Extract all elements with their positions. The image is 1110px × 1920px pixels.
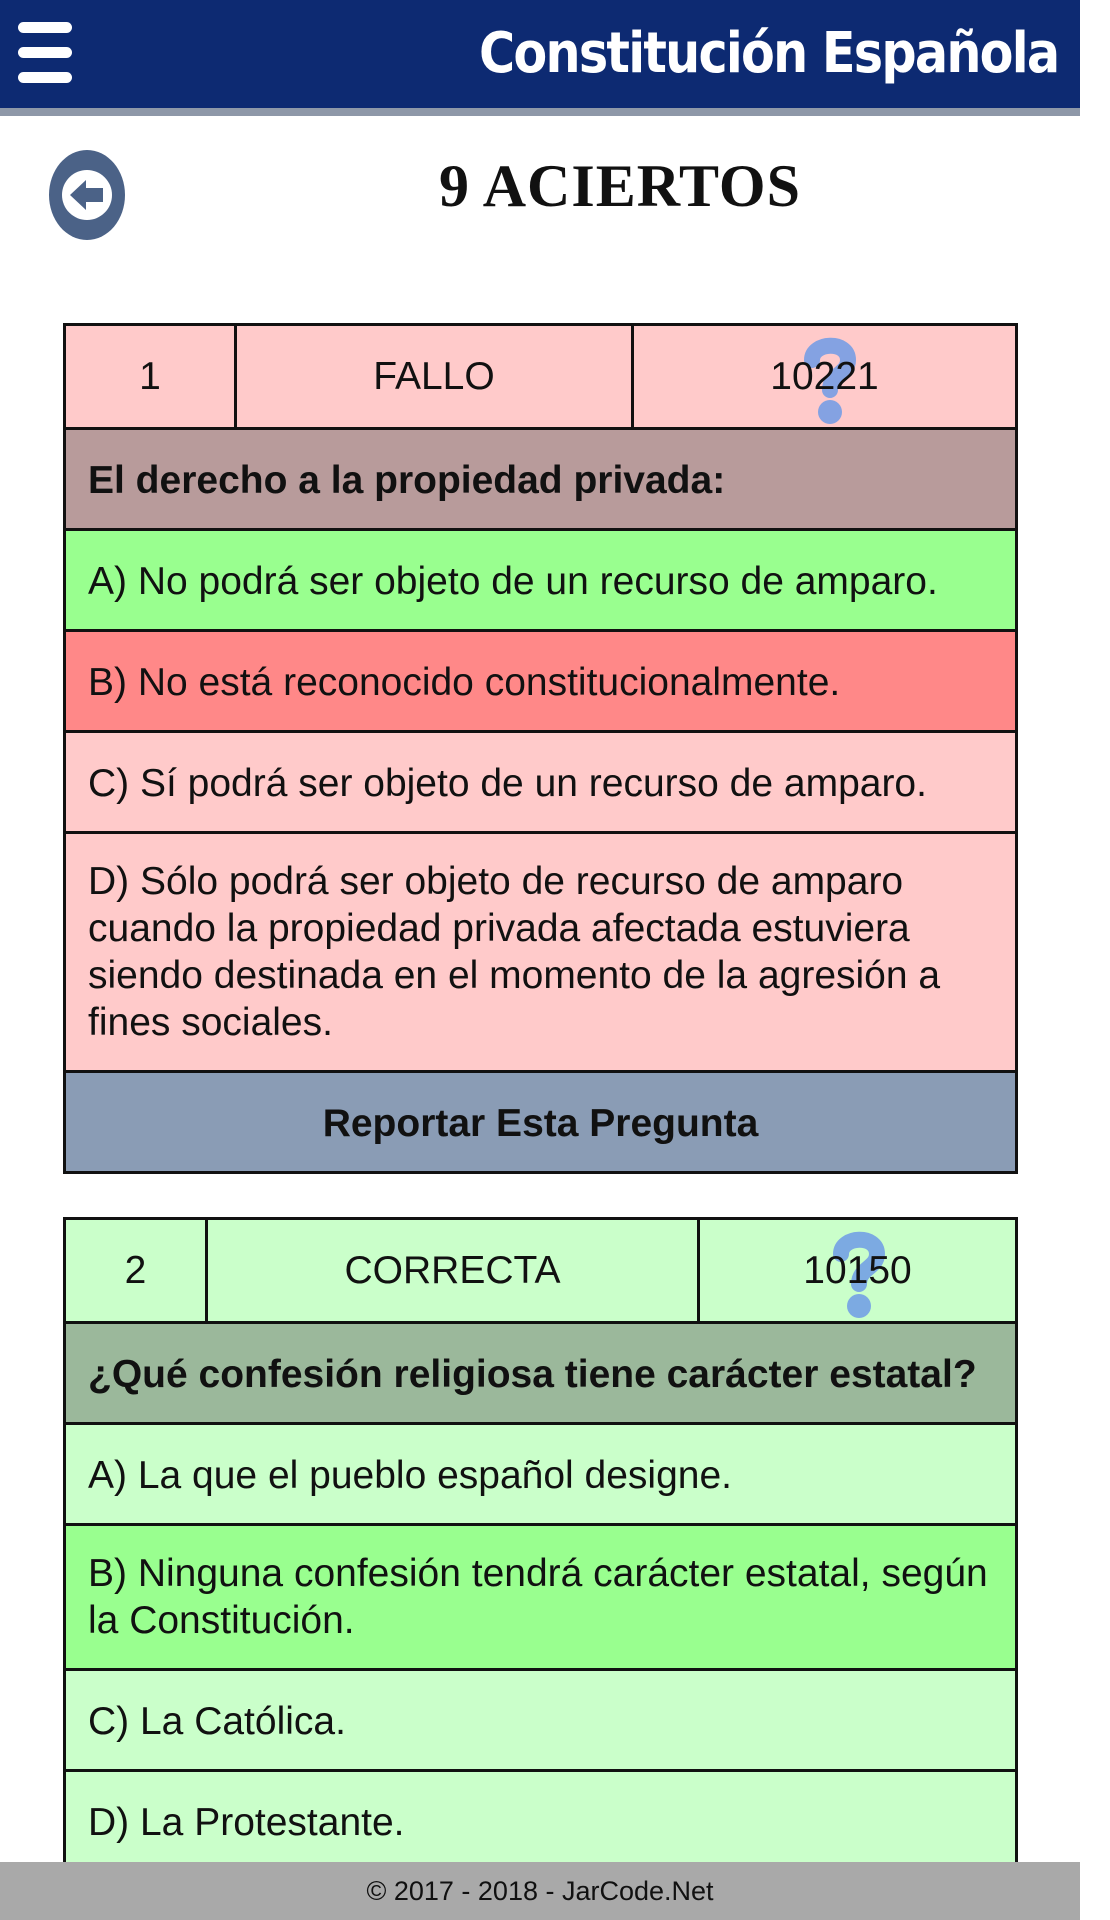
question-card-2 bbox=[63, 1217, 1018, 1873]
header-divider bbox=[0, 108, 1080, 116]
footer: © 2017 - 2018 - JarCode.Net bbox=[0, 1862, 1080, 1920]
answer-option-a: A) La que el pueblo español designe. bbox=[66, 1422, 1015, 1523]
question-id: 10150 bbox=[803, 1249, 912, 1292]
answer-option-c: C) La Católica. bbox=[66, 1668, 1015, 1769]
question-id: 10221 bbox=[770, 355, 879, 398]
arrow-left-icon bbox=[61, 169, 113, 221]
answer-option-c: C) Sí podrá ser objeto de un recurso de amparo. bbox=[66, 730, 1015, 831]
report-question-button[interactable]: Reportar Esta Pregunta bbox=[66, 1070, 1015, 1171]
result-status: CORRECTA bbox=[205, 1220, 697, 1321]
score-title: 9 ACIERTOS bbox=[439, 153, 801, 219]
app-title: Constitución Española bbox=[478, 21, 1058, 86]
question-id-cell[interactable] bbox=[631, 326, 1015, 427]
results-list[interactable] bbox=[0, 318, 1080, 1844]
hamburger-menu-icon[interactable] bbox=[18, 22, 72, 84]
back-button[interactable] bbox=[49, 150, 125, 240]
question-card-1 bbox=[63, 323, 1018, 1174]
answer-option-d: D) La Protestante. bbox=[66, 1769, 1015, 1870]
top-app-bar bbox=[0, 0, 1080, 108]
question-header bbox=[66, 1220, 1015, 1321]
question-number: 2 bbox=[124, 1249, 147, 1292]
question-text: ¿Qué confesión religiosa tiene carácter estatal? bbox=[66, 1321, 1015, 1422]
question-id-cell[interactable] bbox=[697, 1220, 1015, 1321]
answer-option-a: A) No podrá ser objeto de un recurso de amparo. bbox=[66, 528, 1015, 629]
answer-option-b: B) Ninguna confesión tendrá carácter estatal, según la Constitución. bbox=[66, 1523, 1015, 1668]
answer-option-b: B) No está reconocido constitucionalmente. bbox=[66, 629, 1015, 730]
question-header bbox=[66, 326, 1015, 427]
result-status: FALLO bbox=[234, 326, 631, 427]
question-text: El derecho a la propiedad privada: bbox=[66, 427, 1015, 528]
answer-option-d: D) Sólo podrá ser objeto de recurso de amparo cuando la propiedad privada afectada estuviera siendo destinada en el momento de la agresión a fines sociales. bbox=[66, 831, 1015, 1070]
question-number: 1 bbox=[139, 355, 161, 398]
